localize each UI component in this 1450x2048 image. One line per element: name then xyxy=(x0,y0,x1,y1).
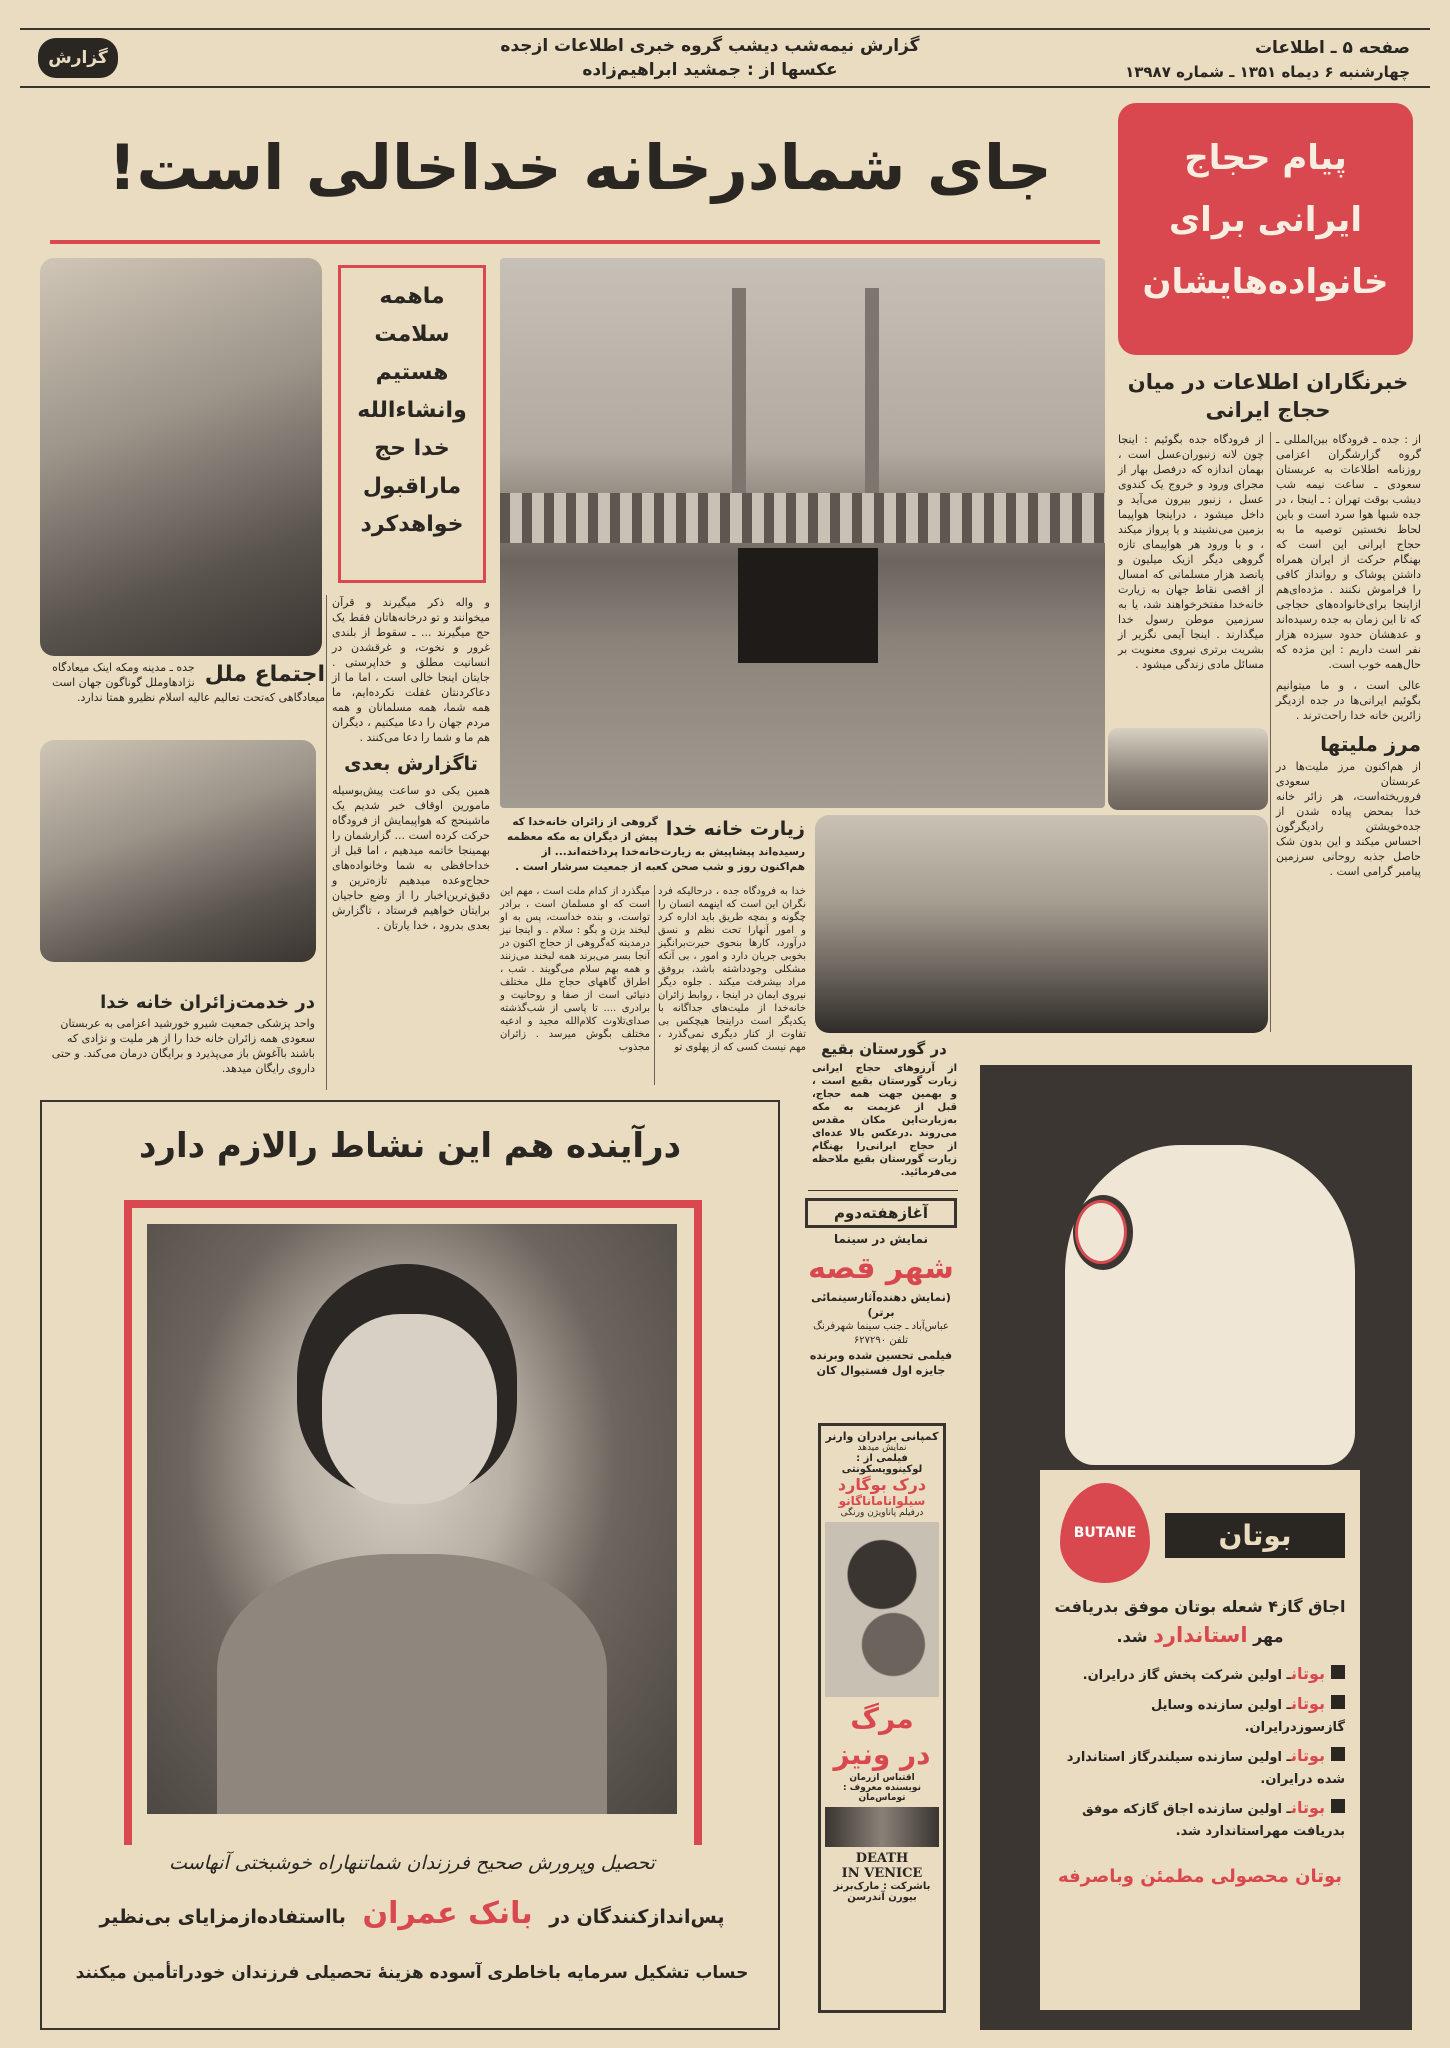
main-headline: جای شمادرخانه خداخالی است! xyxy=(108,131,1052,204)
header-top-rule xyxy=(20,28,1430,30)
butane-headline-pre: مهر xyxy=(1253,1627,1284,1646)
butane-bullets xyxy=(1050,1663,1350,1843)
red-box-line: پیام حجاج xyxy=(1184,138,1347,178)
cinema-ad xyxy=(805,1198,957,1378)
pilgrimage-lead-block xyxy=(500,815,805,875)
right-article-flow xyxy=(1276,432,1421,879)
butane-ad xyxy=(980,1065,1412,2030)
brand-label: بوتان xyxy=(1290,1746,1325,1765)
pilgrimage-lead: گروهی از زائران خانه‌خدا که پیش از دیگران به مکه معظمه رسیده‌اند پیشاپیش به زیارت‌خانه‌خدا پرداخته‌اند... از هم‌اکنون روز و شب صحن کعبه از جمعیت سرشار است . xyxy=(506,816,805,873)
film-presents: نمایش میدهد xyxy=(857,1443,907,1453)
brand-label: بوتان xyxy=(1290,1694,1325,1713)
left-caption2-text: واحد پزشکی جمعیت شیرو خورشید اعزامی به عربستان سعودی همه زائران خانه خدا را از هر ملیت و نژادی که باشند باآغوش باز می‌پذیرد و برایگان درمان می‌کند. و حتی داروی رایگان میدهد. xyxy=(51,1017,315,1075)
bank-ad-line1 xyxy=(57,1892,767,1939)
bullet-square-icon xyxy=(1331,1695,1345,1709)
date-line: چهارشنبه ۶ دیماه ۱۳۵۱ ـ شماره ۱۳۹۸۷ xyxy=(1125,63,1410,81)
column-divider xyxy=(1270,432,1271,1032)
right-article-col2: از فرودگاه جده بگوئیم : اینجا چون لانه زنبوران‌عسل است ، بهمان اندازه که درفصل بهار از مجرای ورود و خروج یک کندوی عسل ، زنبور بیرون می‌آید و داخل میشود ، دراینجا هواپیما بزمین می‌نشیند و یا پرواز میکند ، و با ورود هر هواپیمای تازه گروهی دیگر ازیک میلیون و پانصد هزار مسلمانی که امسال از اقصی نقاط جهان به زیارت خانه‌خدا مفتخرخواهند شد، یا به سرزمین موطن رسول خدا میگذارند . اینجا آیمی نگزیر از بشریت برتری نیروی معنویت بر مسائل مادی زندگی میشود . xyxy=(1118,433,1264,671)
quote-line: وانشاءالله xyxy=(357,398,467,423)
baqi-title: در گورستان بقیع xyxy=(821,1040,947,1058)
column-divider xyxy=(326,595,327,1090)
sweater-shape xyxy=(217,1554,607,1814)
butane-slogan: بوتان محصولی مطمئن وباصرفه xyxy=(1057,1866,1343,1887)
quote-line: ماراقبول xyxy=(362,474,462,499)
bullet-square-icon xyxy=(1331,1747,1345,1761)
report-line: گزارش نیمه‌شب دیشب گروه خبری اطلاعات ازجده xyxy=(500,36,920,56)
mid-left-text1: و واله ذکر میگیرند و قرآن میخوانند و تو درخانه‌هاتان فقط یک حج میگیرند ... ـ سقوط از بلندی غرور و نخوت، و غرقشدن در انسانیت مطلق و خداپرستی . جایتان اینجا خالی است ، اما ما از دعاکردنتان غفلت نکرده‌ایم، ما همه شما، همه مسلمانان و همه مردم جهان را دعا میکنیم ، دیگران هم ما و شما را دعا می‌کنند . xyxy=(332,596,490,744)
cinema-line1: نمایش در سینما xyxy=(833,1232,929,1246)
left-caption-title: اجتماع ملل xyxy=(204,662,325,687)
film-cast1: باشرکت : مارک‌برنز xyxy=(833,1881,931,1892)
page-label: صفحه ۵ ـ اطلاعات xyxy=(1254,38,1410,58)
page-info xyxy=(1040,36,1410,84)
minaret-shape xyxy=(865,288,879,528)
hand-shape xyxy=(1065,1145,1355,1465)
report-byline xyxy=(470,34,950,82)
cinema-line2: (نمایش دهنده‌آثارسینمائی برتر) xyxy=(811,1291,951,1319)
red-box-line: ایرانی برای xyxy=(1169,200,1362,240)
bank-ad-tagline: تحصیل وپرورش صحیح فرزندان شماتنهاراه خوشبختی آنهاست xyxy=(169,1852,655,1874)
bank-ad-headline: درآینده هم این نشاط رالازم دارد xyxy=(138,1126,682,1166)
film-ad xyxy=(818,1423,946,2013)
butane-headline-red: استاندارد xyxy=(1153,1623,1248,1647)
bullet-text: ـ اولین شرکت پخش گاز درایران. xyxy=(1082,1668,1291,1683)
film-still-small xyxy=(825,1807,939,1847)
face-shape xyxy=(322,1314,497,1504)
red-box-line: خانواده‌هایشان xyxy=(1142,262,1389,302)
butane-bullet xyxy=(1055,1797,1345,1843)
medical-unit-photo xyxy=(40,740,316,962)
pilgrimage-title: زیارت خانه خدا xyxy=(665,818,805,840)
mid-left-column xyxy=(332,595,490,933)
child-photo xyxy=(147,1224,677,1814)
nationalities-subhead: مرز ملیتها xyxy=(1320,732,1421,756)
kaaba-photo xyxy=(500,258,1105,808)
right-article-col3: عالی است ، و ما میتوانیم بگوئیم ایرانی‌ها در جده ازدیگر زائرین خانه خدا راحت‌ترند . xyxy=(1276,679,1421,722)
bullet-text: ـ اولین سازنده اجاق گازکه موفق بدریافت مهراستاندارد شد. xyxy=(1082,1802,1345,1839)
film-author: نویسنده معروف : توماس‌مان xyxy=(843,1783,921,1803)
film-title-en-l2: IN VENICE xyxy=(841,1866,923,1881)
section-logo: گزارش xyxy=(38,38,118,78)
quote-box xyxy=(338,265,486,583)
photo-credit: عکسها از : جمشید ابراهیم‌زاده xyxy=(582,60,838,80)
quote-line: ماهمه xyxy=(379,284,445,309)
arcade-shape xyxy=(500,493,1105,543)
butane-headline-l1: اجاق گاز۴ شعله بوتان موفق بدریافت xyxy=(1054,1597,1346,1616)
cinema-name: شهر قصه xyxy=(808,1251,954,1286)
left-caption2 xyxy=(40,990,315,1076)
quote-line: هستیم xyxy=(375,360,449,385)
butane-headline-post: شد. xyxy=(1116,1627,1148,1646)
bullet-text: ـ اولین سازنده سیلندرگاز استاندارد شده درایران. xyxy=(1066,1750,1345,1787)
kaaba-shape xyxy=(738,548,878,663)
divider xyxy=(808,1190,958,1191)
bullet-square-icon xyxy=(1331,1799,1345,1813)
bullet-text: ـ اولین سازنده وسایل گازسوزدرایران. xyxy=(1151,1698,1345,1735)
red-headline-box xyxy=(1118,103,1413,355)
right-article-col1: از : جده ـ فرودگاه بین‌المللی ـ گروه گزارشگران اعزامی روزنامه اطلاعات به عربستان سعودی ـ ساعت نیمه شب دیشب بوقت تهران : ـ اینجا ، در جده شبها هوا سرد است و باین لحاظ نخستین توصیه ما به حجاج ایرانی این است که بهنگام حرکت از ایران همراه داشتن پوشاک و روانداز کافی را فراموش نکنند . مژده‌ای‌هم ازاینجا برای‌خانواده‌های حجاجی که تا این زمان به جده رسیده‌اند و عدهشان حدود سیزده هزار نفر است داریم : این مژده که حال‌همه خوب است. xyxy=(1276,433,1421,671)
baqi-cemetery-photo xyxy=(815,815,1268,1033)
left-caption xyxy=(40,660,325,705)
bank-ad-line1-post: بااستفاده‌ازمزایای بی‌نظیر xyxy=(99,1906,346,1928)
film-still-faces xyxy=(825,1522,939,1697)
quote-line: خواهدکرد xyxy=(360,512,464,537)
pilgrimage-col2: میگذرد از کدام ملت است ، مهم این است که او مسلمان است ، برادر تواست، و بنده خداست، پس به او لبخند بزن و بگو : سلام . و اینجا نیز درمدینه که‌گروهی از حجاج اکنون در آنجا بسر می‌برند همه لبخند می‌زنند و همه بهم سلام می‌گویند . شب ، اطراق گاههای حجاج ملل مختلف دنیائی است از صفا و روحانیت و برادری .... تا پاسی از شب‌گذشته صدای‌تلاوت کلام‌الله مجید و ادعیه مختلف بگوش میرسد . زائران مجذوب xyxy=(500,886,650,1053)
cinema-address: عباس‌آباد ـ جنب سینما شهرفرنگ تلفن ۶۲۷۲۹۰ xyxy=(813,1321,949,1346)
pilgrimage-col1: خدا به فرودگاه جده ، درحالیکه فرد نگران این است که اینهمه انسان را چگونه و بمچه طریق باید اداره کرد و امور آنهارا تحت نظم و نسق درآورد، کارها بنحوی حیرت‌برانگیز بخوبی جریان دارد و امور ، بی آنکه مشکلی وجودداشته باشد، بروفق مراد بیشرفت میکند . جلوه دیگر نیروی ایمان در اینجا ، روابط زائران خانه‌خدا از ملیت‌های جداگانه با یکدیگر است دراینجا هیچکس بی تفاوت از کنار دیگری نمی‌گذرد ، مهم نیست کسی که از پهلوی تو xyxy=(658,886,806,1053)
film-title-l1: مرگ xyxy=(850,1702,914,1735)
film-source: اقتباس ازرمان xyxy=(849,1773,915,1783)
left-caption2-title: در خدمت‌زائران خانه خدا xyxy=(100,992,315,1013)
butane-bullet xyxy=(1055,1663,1345,1687)
quote-line: سلامت xyxy=(374,322,450,347)
film-cast2: بیورن آندرسن xyxy=(847,1892,917,1903)
second-week-badge: آغازهفته‌دوم xyxy=(805,1198,957,1228)
mid-left-text2: همین یکی دو ساعت پیش‌بوسیله مامورین اوقاف خبر شدیم یک ماشینحج که هواپیمایش از فرودگاه حرکت کرده است ... گزارشمان را بهمینجا خاتمه میدهیم ، اما قبل از خداحافظی به شما وخانواده‌های حجاج‌وعده میدهیم تازه‌ترین و دقیق‌ترین‌اخبار را از وضع حاجیان برایتان خواهیم فرستاد ، تاگزارش بعدی بدرود ، خدا یارتان . xyxy=(332,784,490,932)
minaret-shape xyxy=(732,288,746,528)
next-report-subhead: تاگزارش بعدی xyxy=(344,753,478,775)
quote-line: خدا حج xyxy=(374,436,450,461)
brand-label: بوتان xyxy=(1290,1664,1325,1683)
butane-bullet xyxy=(1055,1693,1345,1739)
bank-ad-line2: حساب تشکیل سرمایه باخاطری آسوده هزینهٔ تحصیلی فرزندان خودراتأمین میکنند xyxy=(75,1963,749,1983)
bank-ad xyxy=(40,1100,780,2030)
building-photo xyxy=(1108,728,1268,810)
butane-logo-fa: بوتان xyxy=(1165,1513,1345,1558)
film-director: فیلمی از : لوکینوویسکونتی xyxy=(841,1453,923,1475)
column-divider xyxy=(654,885,655,1085)
baqi-text: از آرزوهای حجاج ایرانی زیارت گورستان بقیع است ، و بهمین جهت همه حجاج، قبل از عزیمت به مکه به‌زیارت‌این مکان مقدس می‌روند .درعکس بالا عده‌ای از حجاج ایرانی‌را بهنگام زیارت گورستان بقیع ملاحظه می‌فرمائید. xyxy=(812,1063,957,1178)
film-format: درفیلم پاناویژن ورنگی xyxy=(840,1508,924,1518)
film-star1: درک بوگارد xyxy=(837,1475,927,1494)
bank-ad-line1-pre: پس‌اندازکنندگان در xyxy=(549,1906,725,1928)
cinema-award: فیلمی تحسین شده وبرنده جایزه اول فستیوال کان xyxy=(809,1349,953,1377)
film-title-l2: در ونیز xyxy=(833,1738,931,1771)
film-title-en-l1: DEATH xyxy=(855,1851,909,1866)
headline-red-rule xyxy=(50,240,1100,244)
butane-copy xyxy=(1050,1595,1350,1891)
bullet-square-icon xyxy=(1331,1665,1345,1679)
right-article-subhead: خبرنگاران اطلاعات در میان حجاج ایرانی xyxy=(1127,370,1409,422)
left-caption-text: جده ـ مدینه ومکه اینک میعادگاه نژادهاوملل گوناگون جهان است میعادگاهی که‌تحت تعالیم عالیه اسلام نظیرو همتا ندارد. xyxy=(52,661,325,704)
film-company: کمپانی برادران وارنر xyxy=(825,1430,939,1443)
butane-bullet xyxy=(1055,1745,1345,1791)
nationalities-text: از هم‌اکنون مرز ملیت‌ها در عربستان سعودی فروریخته‌است، هر زائر خانه خدا بمحض پیاده شدن از جده‌خویشتن رادیگرگون احساس میکند و این بدون شک حاصل جذبه روحانی سرزمین پیامبر گرامی است . xyxy=(1276,760,1421,878)
butane-flame-logo: BUTANE xyxy=(1060,1483,1150,1583)
emblem-icon xyxy=(1075,1200,1127,1264)
bank-name: بانک عمران xyxy=(362,1896,533,1931)
header-bottom-rule xyxy=(20,86,1430,88)
brand-label: بوتان xyxy=(1290,1798,1325,1817)
film-star2: سیلواناماناگانو xyxy=(838,1494,926,1508)
pilgrims-photo xyxy=(40,258,322,656)
butane-headline-l2 xyxy=(1050,1619,1350,1653)
